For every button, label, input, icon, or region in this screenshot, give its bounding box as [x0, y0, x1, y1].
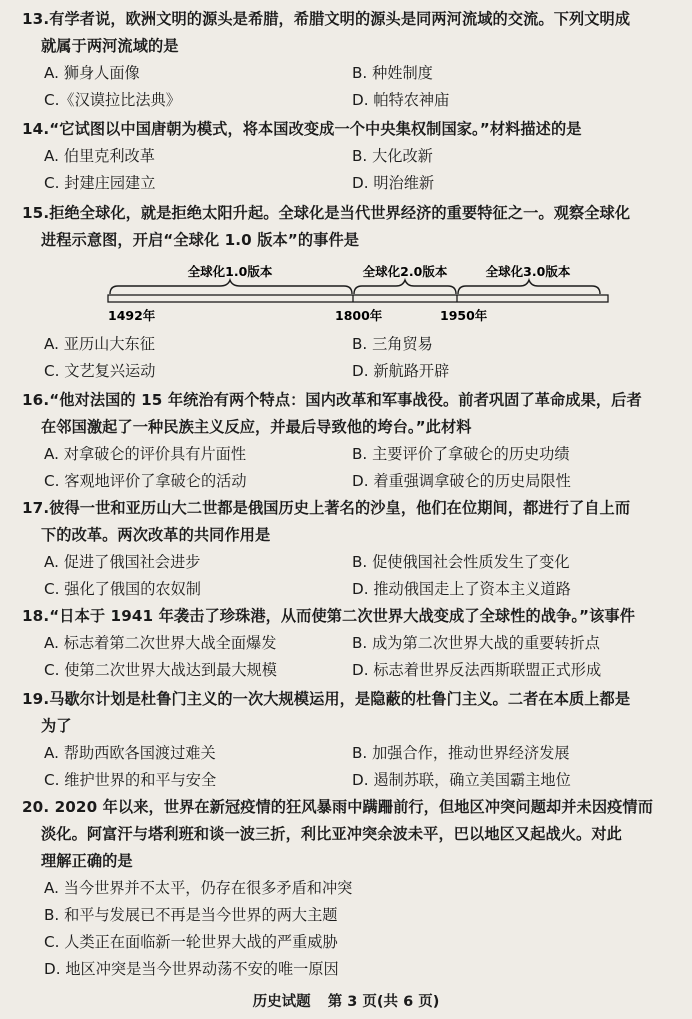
options — [22, 331, 672, 385]
option-a: A. 标志着第二次世界大战全面爆发 — [44, 634, 277, 652]
year-1800: 1800年 — [335, 308, 383, 323]
option-d: D. 推动俄国走上了资本主义道路 — [352, 580, 571, 598]
stem-line: 进程示意图，开启“全球化 1.0 版本”的事件是 — [41, 231, 360, 249]
question-13 — [22, 6, 672, 114]
options — [22, 60, 672, 114]
option-b: B. 加强合作，推动世界经济发展 — [352, 744, 570, 762]
option-d: D. 地区冲突是当今世界动荡不安的唯一原因 — [44, 960, 339, 978]
option-c: C. 客观地评价了拿破仑的活动 — [44, 472, 247, 490]
option-d: D. 帕特农神庙 — [352, 91, 450, 109]
stem-line: 13.有学者说，欧洲文明的源头是希腊，希腊文明的源头是同两河流域的交流。下列文明成 — [22, 10, 631, 28]
option-c: C. 封建庄园建立 — [44, 174, 156, 192]
year-1950: 1950年 — [440, 308, 488, 323]
question-stem — [22, 116, 672, 143]
timeline-bar — [108, 295, 608, 302]
stem-line: 就属于两河流域的是 — [41, 37, 179, 55]
option-a: A. 亚历山大东征 — [44, 335, 155, 353]
option-b: B. 和平与发展已不再是当今世界的两大主题 — [44, 906, 338, 924]
options — [22, 441, 672, 495]
option-c: C. 使第二次世界大战达到最大规模 — [44, 661, 277, 679]
stem-line: 理解正确的是 — [41, 852, 133, 870]
stem-line: 20. 2020 年以来，世界在新冠疫情的狂风暴雨中蹒跚前行，但地区冲突问题却并未因疫情而 — [22, 798, 653, 816]
question-15 — [22, 200, 672, 254]
stem-line: 18.“日本于 1941 年袭击了珍珠港，从而使第二次世界大战变成了全球性的战争。”该事件 — [22, 607, 635, 625]
footer-page-number: 第 3 页(共 6 页) — [327, 994, 440, 1010]
option-b: B. 成为第二次世界大战的重要转折点 — [352, 634, 600, 652]
stem-line: 17.彼得一世和亚历山大二世都是俄国历史上著名的沙皇，他们在位期间，都进行了自上而 — [22, 499, 631, 517]
question-16 — [22, 387, 672, 495]
stem-line: 19.马歇尔计划是杜鲁门主义的一次大规模运用，是隐蔽的杜鲁门主义。二者在本质上都是 — [22, 690, 631, 708]
option-c: C. 强化了俄国的农奴制 — [44, 580, 201, 598]
options — [22, 875, 672, 983]
options — [22, 630, 672, 684]
question-stem — [22, 387, 672, 441]
option-c: C. 人类正在面临新一轮世界大战的严重威胁 — [44, 933, 338, 951]
question-stem — [22, 495, 672, 549]
page-footer — [0, 990, 692, 1011]
question-stem — [22, 6, 672, 60]
option-a: A. 当今世界并不太平，仍存在很多矛盾和冲突 — [44, 879, 353, 897]
option-d: D. 遏制苏联，确立美国霸主地位 — [352, 771, 571, 789]
option-b: B. 主要评价了拿破仑的历史功绩 — [352, 445, 570, 463]
options — [22, 549, 672, 603]
brace-2 — [354, 280, 456, 294]
question-14 — [22, 116, 672, 197]
option-c: C. 维护世界的和平与安全 — [44, 771, 217, 789]
question-18 — [22, 603, 672, 684]
option-d: D. 明治维新 — [352, 174, 435, 192]
stem-line: 下的改革。两次改革的共同作用是 — [41, 526, 271, 544]
option-a: A. 促进了俄国社会进步 — [44, 553, 201, 571]
option-d: D. 新航路开辟 — [352, 362, 450, 380]
question-stem — [22, 686, 672, 740]
globalization-timeline — [100, 262, 620, 324]
footer-subject: 历史试题 — [252, 994, 311, 1010]
timeline-label-2: 全球化2.0版本 — [362, 264, 448, 279]
timeline-label-1: 全球化1.0版本 — [187, 264, 273, 279]
stem-line: 16.“他对法国的 15 年统治有两个特点：国内改革和军事战役。前者巩固了革命成果，后者 — [22, 391, 642, 409]
year-1492: 1492年 — [108, 308, 156, 323]
question-15-options — [22, 331, 672, 385]
stem-line: 在邻国激起了一种民族主义反应，并最后导致他的垮台。”此材料 — [41, 418, 472, 436]
option-d: D. 标志着世界反法西斯联盟正式形成 — [352, 661, 602, 679]
question-20 — [22, 794, 672, 983]
option-b: B. 大化改新 — [352, 147, 433, 165]
option-b: B. 种姓制度 — [352, 64, 433, 82]
question-17 — [22, 495, 672, 603]
stem-line: 15.拒绝全球化，就是拒绝太阳升起。全球化是当代世界经济的重要特征之一。观察全球化 — [22, 204, 631, 222]
brace-1 — [110, 280, 352, 294]
stem-line: 淡化。阿富汗与塔利班和谈一波三折，利比亚冲突余波未平，巴以地区又起战火。对此 — [41, 825, 622, 843]
timeline-label-3: 全球化3.0版本 — [485, 264, 571, 279]
option-c: C.《汉谟拉比法典》 — [44, 91, 181, 109]
question-stem — [22, 200, 672, 254]
option-a: A. 帮助西欧各国渡过难关 — [44, 744, 216, 762]
option-a: A. 狮身人面像 — [44, 64, 140, 82]
question-stem — [22, 603, 672, 630]
option-d: D. 着重强调拿破仑的历史局限性 — [352, 472, 571, 490]
options — [22, 740, 672, 794]
stem-line: 14.“它试图以中国唐朝为模式，将本国改变成一个中央集权制国家。”材料描述的是 — [22, 120, 582, 138]
option-c: C. 文艺复兴运动 — [44, 362, 156, 380]
question-19 — [22, 686, 672, 794]
option-b: B. 促使俄国社会性质发生了变化 — [352, 553, 570, 571]
options — [22, 143, 672, 197]
question-stem — [22, 794, 672, 875]
brace-3 — [458, 280, 600, 294]
option-b: B. 三角贸易 — [352, 335, 433, 353]
stem-line: 为了 — [41, 717, 72, 735]
option-a: A. 对拿破仑的评价具有片面性 — [44, 445, 247, 463]
option-a: A. 伯里克利改革 — [44, 147, 155, 165]
